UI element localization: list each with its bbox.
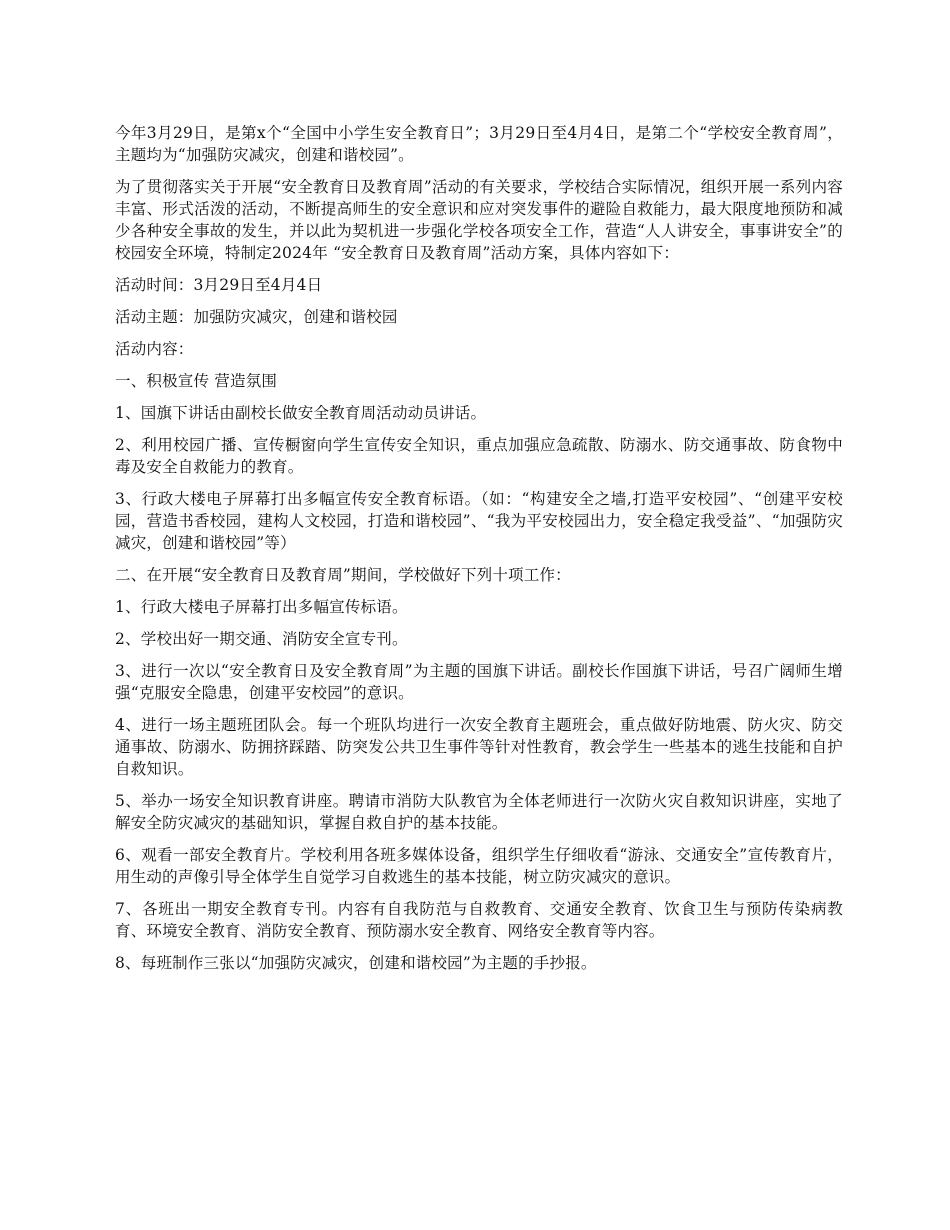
paragraph-intro-date: 今年3月29日，是第x个“全国中小学生安全教育日”；3月29日至4月4日，是第二个“学校安全教育周”，主题均为“加强防灾减灾，创建和谐校园”。 [115,124,843,164]
list-item: 5、举办一场安全知识教育讲座。聘请市消防大队教官为全体老师进行一次防火灾自救知识讲座，实地了解安全防灾减灾的基础知识，掌握自救自护的基本技能。 [115,792,843,832]
list-item: 1、行政大楼电子屏幕打出多幅宣传标语。 [115,598,408,616]
paragraph-purpose: 为了贯彻落实关于开展“安全教育日及教育周”活动的有关要求，学校结合实际情况，组织开展一系列内容丰富、形式活泼的活动，不断提高师生的安全意识和应对突发事件的避险自救能力，最大限度地预防和减少各种安全事故的发生，并以此为契机进一步强化学校各项安全工作，营造“人人讲安全，事事讲安全”的校园安全环境，特制定2024年 “安全教育日及教育周”活动方案，具体内容如下： [115,178,843,262]
paragraph-activity-theme: 活动主题：加强防灾减灾，创建和谐校园 [115,308,398,326]
section-heading-publicity: 一、积极宣传 营造氛围 [115,372,278,390]
list-item: 6、观看一部安全教育片。学校利用各班多媒体设备，组织学生仔细收看“游泳、交通安全”宣传教育片，用生动的声像引导全体学生自觉学习自救逃生的基本技能，树立防灾减灾的意识。 [115,846,843,886]
list-item: 4、进行一场主题班团队会。每一个班队均进行一次安全教育主题班会，重点做好防地震、防火灾、防交通事故、防溺水、防拥挤踩踏、防突发公共卫生事件等针对性教育，教会学生一些基本的逃生技能和自护自救知识。 [115,716,843,778]
list-item: 1、国旗下讲话由副校长做安全教育周活动动员讲话。 [115,404,487,422]
list-item: 7、各班出一期安全教育专刊。内容有自我防范与自救教育、交通安全教育、饮食卫生与预防传染病教育、环境安全教育、消防安全教育、预防溺水安全教育、网络安全教育等内容。 [115,900,843,940]
paragraph-activity-content-heading: 活动内容： [115,340,194,358]
list-item: 3、进行一次以“安全教育日及安全教育周”为主题的国旗下讲话。副校长作国旗下讲话，号召广阔师生增强“克服安全隐患，创建平安校园”的意识。 [115,662,843,702]
list-item: 8、每班制作三张以“加强防灾减灾，创建和谐校园”为主题的手抄报。 [115,954,597,972]
list-item: 2、利用校园广播、宣传橱窗向学生宣传安全知识，重点加强应急疏散、防溺水、防交通事故、防食物中毒及安全自救能力的教育。 [115,436,843,476]
paragraph-activity-time: 活动时间：3月29日至4月4日 [115,276,323,294]
section-heading-ten-tasks: 二、在开展“安全教育日及教育周”期间，学校做好下列十项工作： [115,566,571,584]
list-item: 3、行政大楼电子屏幕打出多幅宣传安全教育标语。（如：“构建安全之墙,打造平安校园”、“创建平安校园，营造书香校园，建构人文校园，打造和谐校园”、“我为平安校园出力，安全稳定我受益”、“加强防灾减灾，创建和谐校园”等） [115,490,843,552]
document-body [115,122,843,984]
list-item: 2、学校出好一期交通、消防安全宣专刊。 [115,630,408,648]
